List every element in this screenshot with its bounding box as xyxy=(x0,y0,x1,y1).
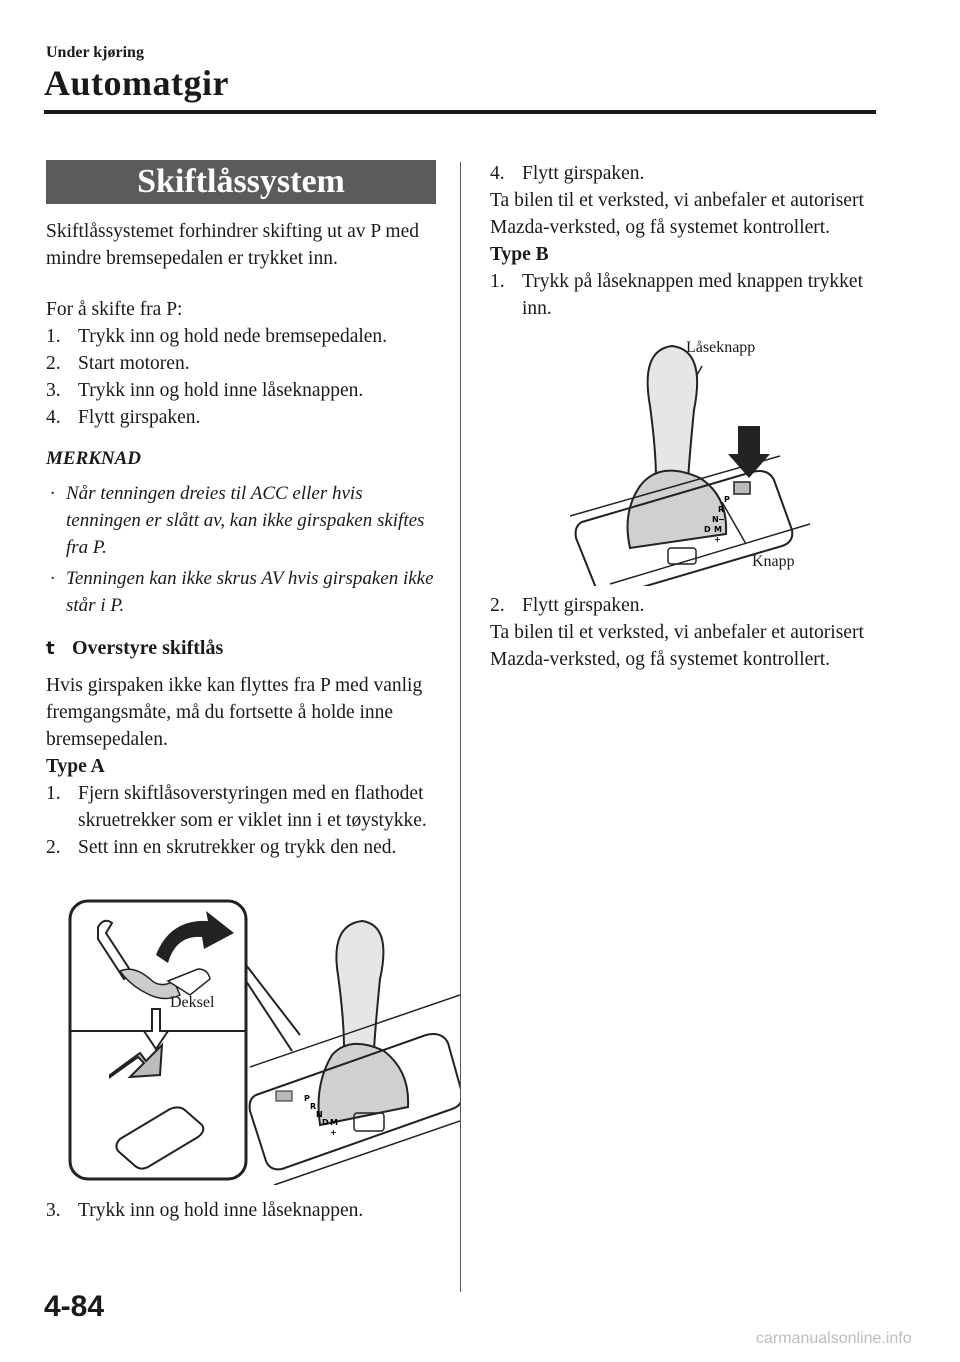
column-divider xyxy=(460,162,461,1292)
override-heading: t Overstyre skiftlås xyxy=(46,635,436,662)
section-marker-icon: t xyxy=(46,638,55,659)
list-item: 4. Flytt girspaken. xyxy=(46,407,201,428)
list-item: 4. Flytt girspaken. xyxy=(490,163,645,184)
figure-type-a xyxy=(60,885,460,1185)
gate-letter-plus: + xyxy=(714,535,721,544)
left-column xyxy=(46,160,436,1224)
figure-label-deksel: Deksel xyxy=(170,994,215,1011)
gate-letter-m: M xyxy=(330,1118,338,1127)
list-item: 2. Flytt girspaken. xyxy=(490,595,645,616)
note-bullet: · Når tenningen dreies til ACC eller hvis tenningen er slått av, kan ikke girspaken skiftes fra P. xyxy=(46,480,436,561)
shift-lead: For å skifte fra P: xyxy=(46,299,183,320)
gate-letter-r: R xyxy=(310,1102,317,1111)
gate-letter-p: P xyxy=(724,495,730,504)
list-item: 1. Trykk på låseknappen med knappen trykket inn. xyxy=(490,271,863,319)
gate-letter-minus: − xyxy=(718,515,725,524)
page-title: Automatgir xyxy=(44,63,229,103)
header-rule xyxy=(44,110,876,114)
bullet-dot-icon: · xyxy=(50,483,55,504)
type-b-after: Ta bilen til et verksted, vi anbefaler et autorisert Mazda-verksted, og få systemet kontrollert. xyxy=(490,622,864,670)
page-number: 4-84 xyxy=(44,1290,105,1323)
intro-text: Skiftlåssystemet forhindrer skifting ut av P med mindre bremsepedalen er trykket inn. xyxy=(46,221,419,269)
shift-steps xyxy=(46,323,436,431)
type-a-after: Ta bilen til et verksted, vi anbefaler et autorisert Mazda-verksted, og få systemet kontrollert. xyxy=(490,190,864,238)
gate-letter-d: D xyxy=(704,525,711,534)
gate-letter-r: R xyxy=(718,505,725,514)
override-intro: Hvis girspaken ikke kan flyttes fra P med vanlig fremgangsmåte, må du fortsette å holde inne bremsepedalen. xyxy=(46,675,423,750)
gate-letter-n: N xyxy=(316,1110,323,1119)
watermark: carmanualsonline.info xyxy=(756,1330,912,1347)
section-banner: Skiftlåssystem xyxy=(46,160,436,204)
list-item: 3. Trykk inn og hold inne låseknappen. xyxy=(46,380,364,401)
right-column xyxy=(490,160,890,673)
list-item: 2. Sett inn en skrutrekker og trykk den ned. xyxy=(46,837,397,858)
list-item: 1. Fjern skiftlåsoverstyringen med en flathodet skruetrekker som er viklet inn i et tøystykke. xyxy=(46,783,427,831)
gate-letter-m: M xyxy=(714,525,722,534)
gate-letter-plus: + xyxy=(330,1128,337,1137)
bullet-dot-icon: · xyxy=(50,568,55,589)
figure-label-laseknapp: Låseknapp xyxy=(686,339,756,356)
gate-letter-d: D xyxy=(322,1118,329,1127)
figure-label-knapp: Knapp xyxy=(752,553,795,570)
gate-letter-n: N xyxy=(712,515,719,524)
type-b-label: Type B xyxy=(490,244,549,265)
gate-letter-p: P xyxy=(304,1094,310,1103)
note-bullet: · Tenningen kan ikke skrus AV hvis girspaken ikke står i P. xyxy=(46,565,436,619)
list-item: 2. Start motoren. xyxy=(46,353,190,374)
list-item: 1. Trykk inn og hold nede bremsepedalen. xyxy=(46,326,388,347)
shifter-override-illustration xyxy=(60,885,460,1185)
header-section: Under kjøring xyxy=(46,44,144,61)
shifter-lock-button-illustration xyxy=(490,326,870,586)
note-heading: MERKNAD xyxy=(46,448,142,469)
figure-type-b xyxy=(490,326,870,586)
type-a-label: Type A xyxy=(46,756,105,777)
list-item: 3. Trykk inn og hold inne låseknappen. xyxy=(46,1200,364,1221)
